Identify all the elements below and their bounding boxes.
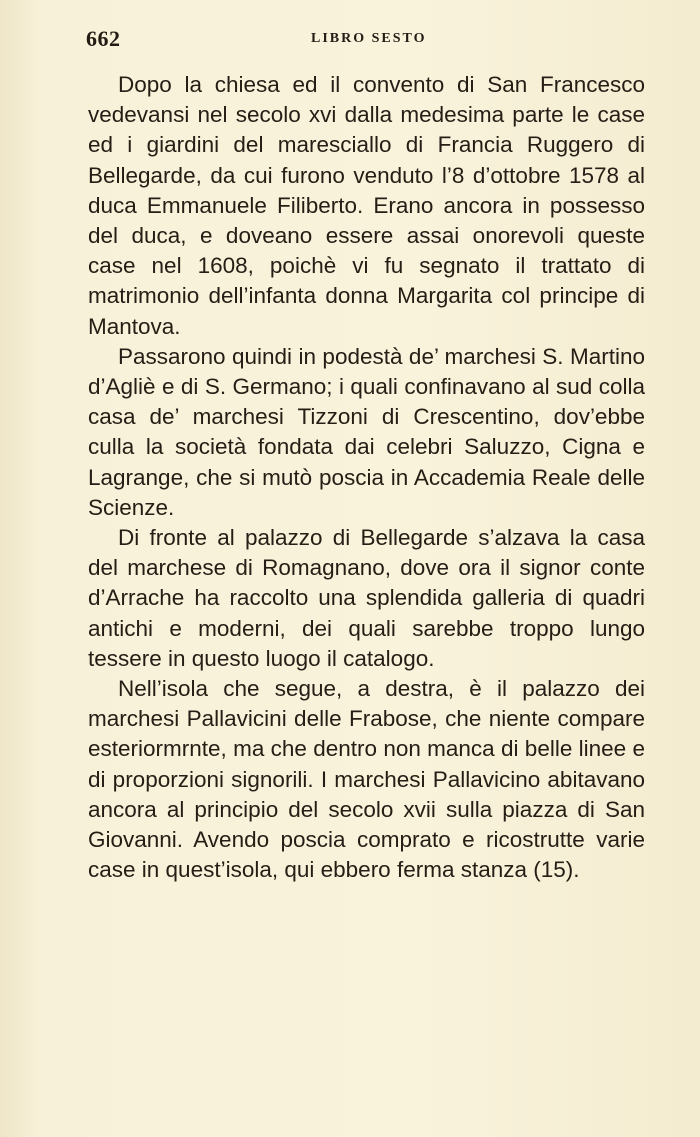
running-head: LIBRO SESTO: [311, 31, 427, 46]
paragraph-1: Dopo la chiesa ed il convento di San Francesco vedevansi nel secolo xvi dalla medesima parte le case ed i giardini del maresciallo di Francia Ruggero di Bellegarde, da cui furono venduto l’8 d’ottobre 1578 al duca Emmanuele Filiberto. Erano ancora in possesso del duca, e doveano essere assai onorevoli queste case nel 1608, poichè vi fu segnato il trattato di matrimonio dell’infanta donna Margarita col principe di Mantova.: [88, 72, 645, 339]
page-number: 662: [86, 26, 121, 51]
paragraph-4: Nell’isola che segue, a destra, è il palazzo dei marchesi Pallavicini delle Frabose, che niente compare esteriormrnte, ma che dentro non manca di belle linee e di proporzioni signorili. I marchesi Pallavicino abitavano ancora al principio del secolo xvii sulla piazza di San Giovanni. Avendo poscia comprato e ricostrutte varie case in quest’isola, qui ebbero ferma stanza (15).: [88, 676, 645, 883]
paragraph-2: Passarono quindi in podestà de’ marchesi S. Martino d’Agliè e di S. Germano; i quali confinavano al sud colla casa de’ marchesi Tizzoni di Crescentino, dov’ebbe culla la società fondata dai celebri Saluzzo, Cigna e Lagrange, che si mutò poscia in Accademia Reale delle Scienze.: [88, 343, 645, 520]
page-header: [86, 26, 646, 54]
paragraph-3: Di fronte al palazzo di Bellegarde s’alzava la casa del marchese di Romagnano, dove ora il signor conte d’Arrache ha raccolto una splendida galleria di quadri antichi e moderni, dei quali sarebbe troppo lungo tessere in questo luogo il catalogo.: [88, 525, 645, 671]
body-text: [88, 70, 645, 885]
